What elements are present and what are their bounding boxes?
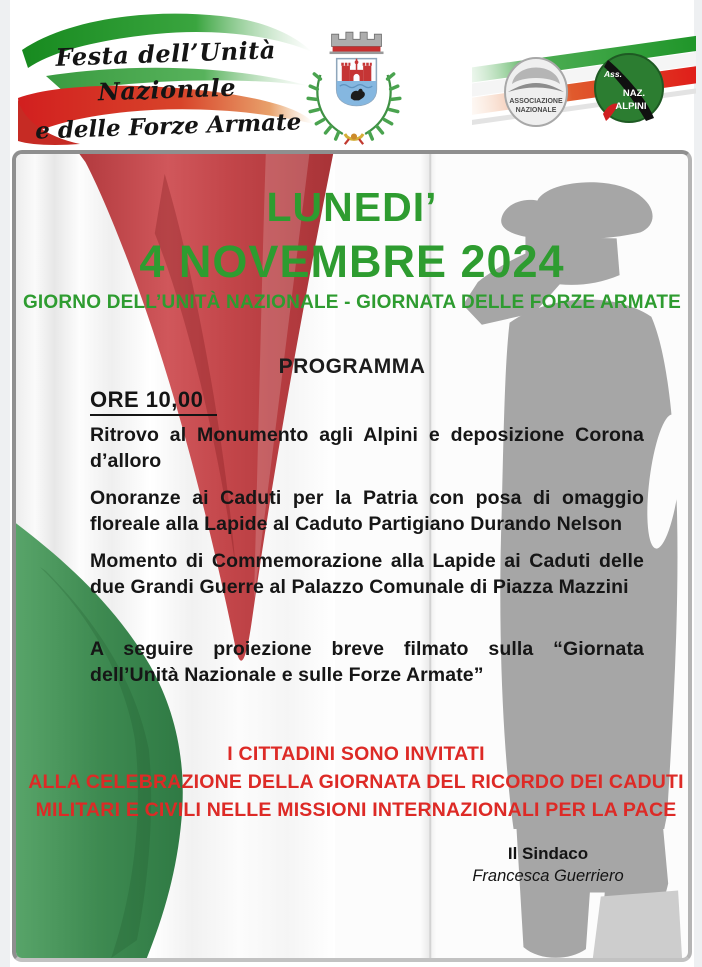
festa-banner-line2: e delle Forze Armate [34, 108, 302, 145]
poster-header [10, 4, 694, 150]
signature-role: Il Sindaco [507, 844, 589, 863]
signature-block [446, 844, 650, 886]
mural-crown [332, 32, 382, 46]
program-time [90, 387, 217, 416]
invitation-line1: I CITTADINI SONO INVITATI [227, 743, 485, 765]
program-heading: PROGRAMMA [278, 355, 426, 378]
alpini-label-abbr: Ass. [604, 69, 622, 79]
program-item: Ritrovo al Monumento agli Alpini e deposizione Corona d’alloro [90, 424, 644, 472]
poster-page [10, 0, 694, 967]
title-day: LUNEDI’ [266, 184, 438, 230]
alpini-label-naz: NAZ. [622, 88, 646, 99]
carabinieri-label-2: NAZIONALE [515, 107, 557, 114]
invitation-line3: MILITARI E CIVILI NELLE MISSIONI INTERNAZIONALI PER LA PACE [35, 799, 677, 821]
citizens-invitation [24, 740, 688, 824]
municipal-crest-graphic [298, 22, 410, 146]
signature-name: Francesca Guerriero [472, 867, 624, 885]
carabinieri-emblem [505, 58, 567, 126]
associations-graphic [472, 30, 696, 146]
title-subtitle: GIORNO DELL’UNITÀ NAZIONALE - GIORNATA DELLE FORZE ARMATE [22, 292, 682, 313]
program-item: Momento di Commemorazione alla Lapide ai Caduti delle due Grandi Guerre al Palazzo Comunale di Piazza Mazzini [90, 550, 644, 598]
title-date: 4 NOVEMBRE 2024 [139, 236, 565, 287]
poster-body [12, 150, 692, 962]
program-time-label: ORE 10,00 [90, 387, 217, 416]
festa-banner-line1: Festa dell’Unità Nazionale [55, 35, 277, 107]
associations-band [472, 30, 696, 146]
alpini-emblem [595, 54, 663, 122]
invitation-line2: ALLA CELEBRAZIONE DELLA GIORNATA DEL RICORDO DEI CADUTI [28, 771, 684, 793]
alpini-label-alpini: ALPINI [615, 101, 647, 112]
festa-banner-title [14, 31, 320, 151]
program-item: Onoranze ai Caduti per la Patria con posa di omaggio floreale alla Lapide al Caduto Partigiano Durando Nelson [90, 487, 644, 535]
municipal-crest [298, 22, 410, 148]
festa-banner [16, 6, 318, 148]
program-item: A seguire proiezione breve filmato sulla “Giornata dell’Unità Nazionale e sulle Forze Armate” [90, 638, 644, 686]
carabinieri-label-1: ASSOCIAZIONE [509, 98, 563, 105]
